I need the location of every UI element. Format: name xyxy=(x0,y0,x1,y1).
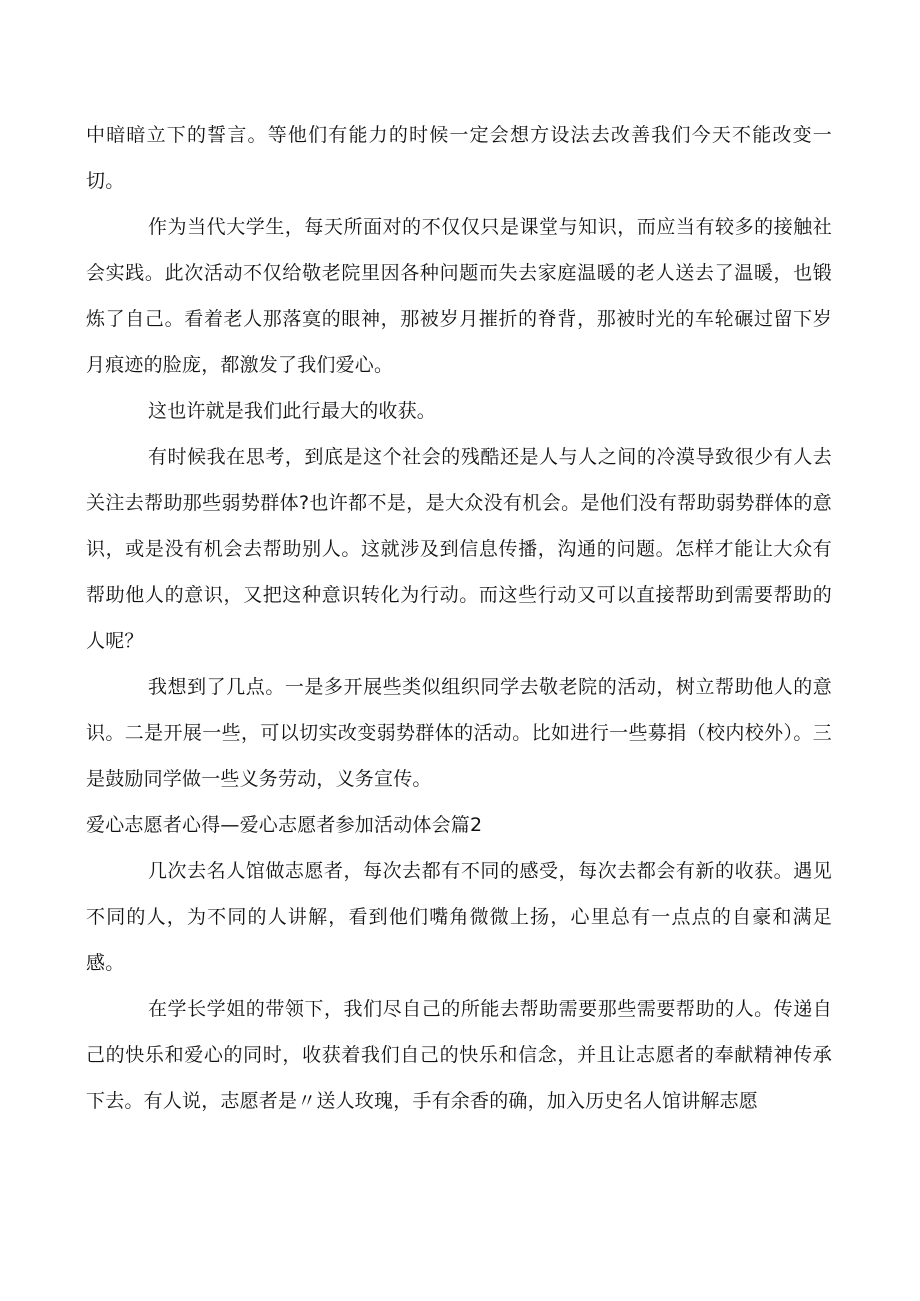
paragraph-suggestions: 我想到了几点。一是多开展些类似组织同学去敬老院的活动，树立帮助他人的意识。二是开展一些，可以切实改变弱势群体的活动。比如进行一些募捐（校内校外）。三是鼓励同学做一些义务劳动，义务宣传。 xyxy=(86,676,832,790)
paragraph-continuation: 中暗暗立下的誓言。等他们有能力的时候一定会想方设法去改善我们今天不能改变一切。 xyxy=(86,124,832,192)
section-heading: 爱心志愿者心得—爱心志愿者参加活动体会篇2 xyxy=(86,814,483,836)
paragraph-museum-volunteer: 几次去名人馆做志愿者，每次去都有不同的感受，每次去都会有新的收获。遇见不同的人，为不同的人讲解，看到他们嘴角微微上扬，心里总有一点点的自豪和满足感。 xyxy=(86,860,832,974)
paragraph-reflection: 有时候我在思考，到底是这个社会的残酷还是人与人之间的冷漠导致很少有人去关注去帮助那些弱势群体?也许都不是，是大众没有机会。是他们没有帮助弱势群体的意识，或是没有机会去帮助别人。这就涉及到信息传播，沟通的问题。怎样才能让大众有帮助他人的意识，又把这种意识转化为行动。而这些行动又可以直接帮助到需要帮助的人呢？ xyxy=(86,446,832,652)
document-body xyxy=(86,112,832,1124)
paragraph-biggest-gain: 这也许就是我们此行最大的收获。 xyxy=(148,400,437,422)
paragraph-college-students: 作为当代大学生，每天所面对的不仅仅只是课堂与知识，而应当有较多的接触社会实践。此次活动不仅给敬老院里因各种问题而失去家庭温暖的老人送去了温暖，也锻炼了自己。看着老人那落寞的眼神，那被岁月摧折的脊背，那被时光的车轮碾过留下岁月痕迹的脸庞，都激发了我们爱心。 xyxy=(86,216,832,376)
paragraph-senior-guidance: 在学长学姐的带领下，我们尽自己的所能去帮助需要那些需要帮助的人。传递自己的快乐和爱心的同时，收获着我们自己的快乐和信念，并且让志愿者的奉献精神传承下去。有人说，志愿者是〃送人玫瑰，手有余香的确，加入历史名人馆讲解志愿 xyxy=(86,998,832,1112)
